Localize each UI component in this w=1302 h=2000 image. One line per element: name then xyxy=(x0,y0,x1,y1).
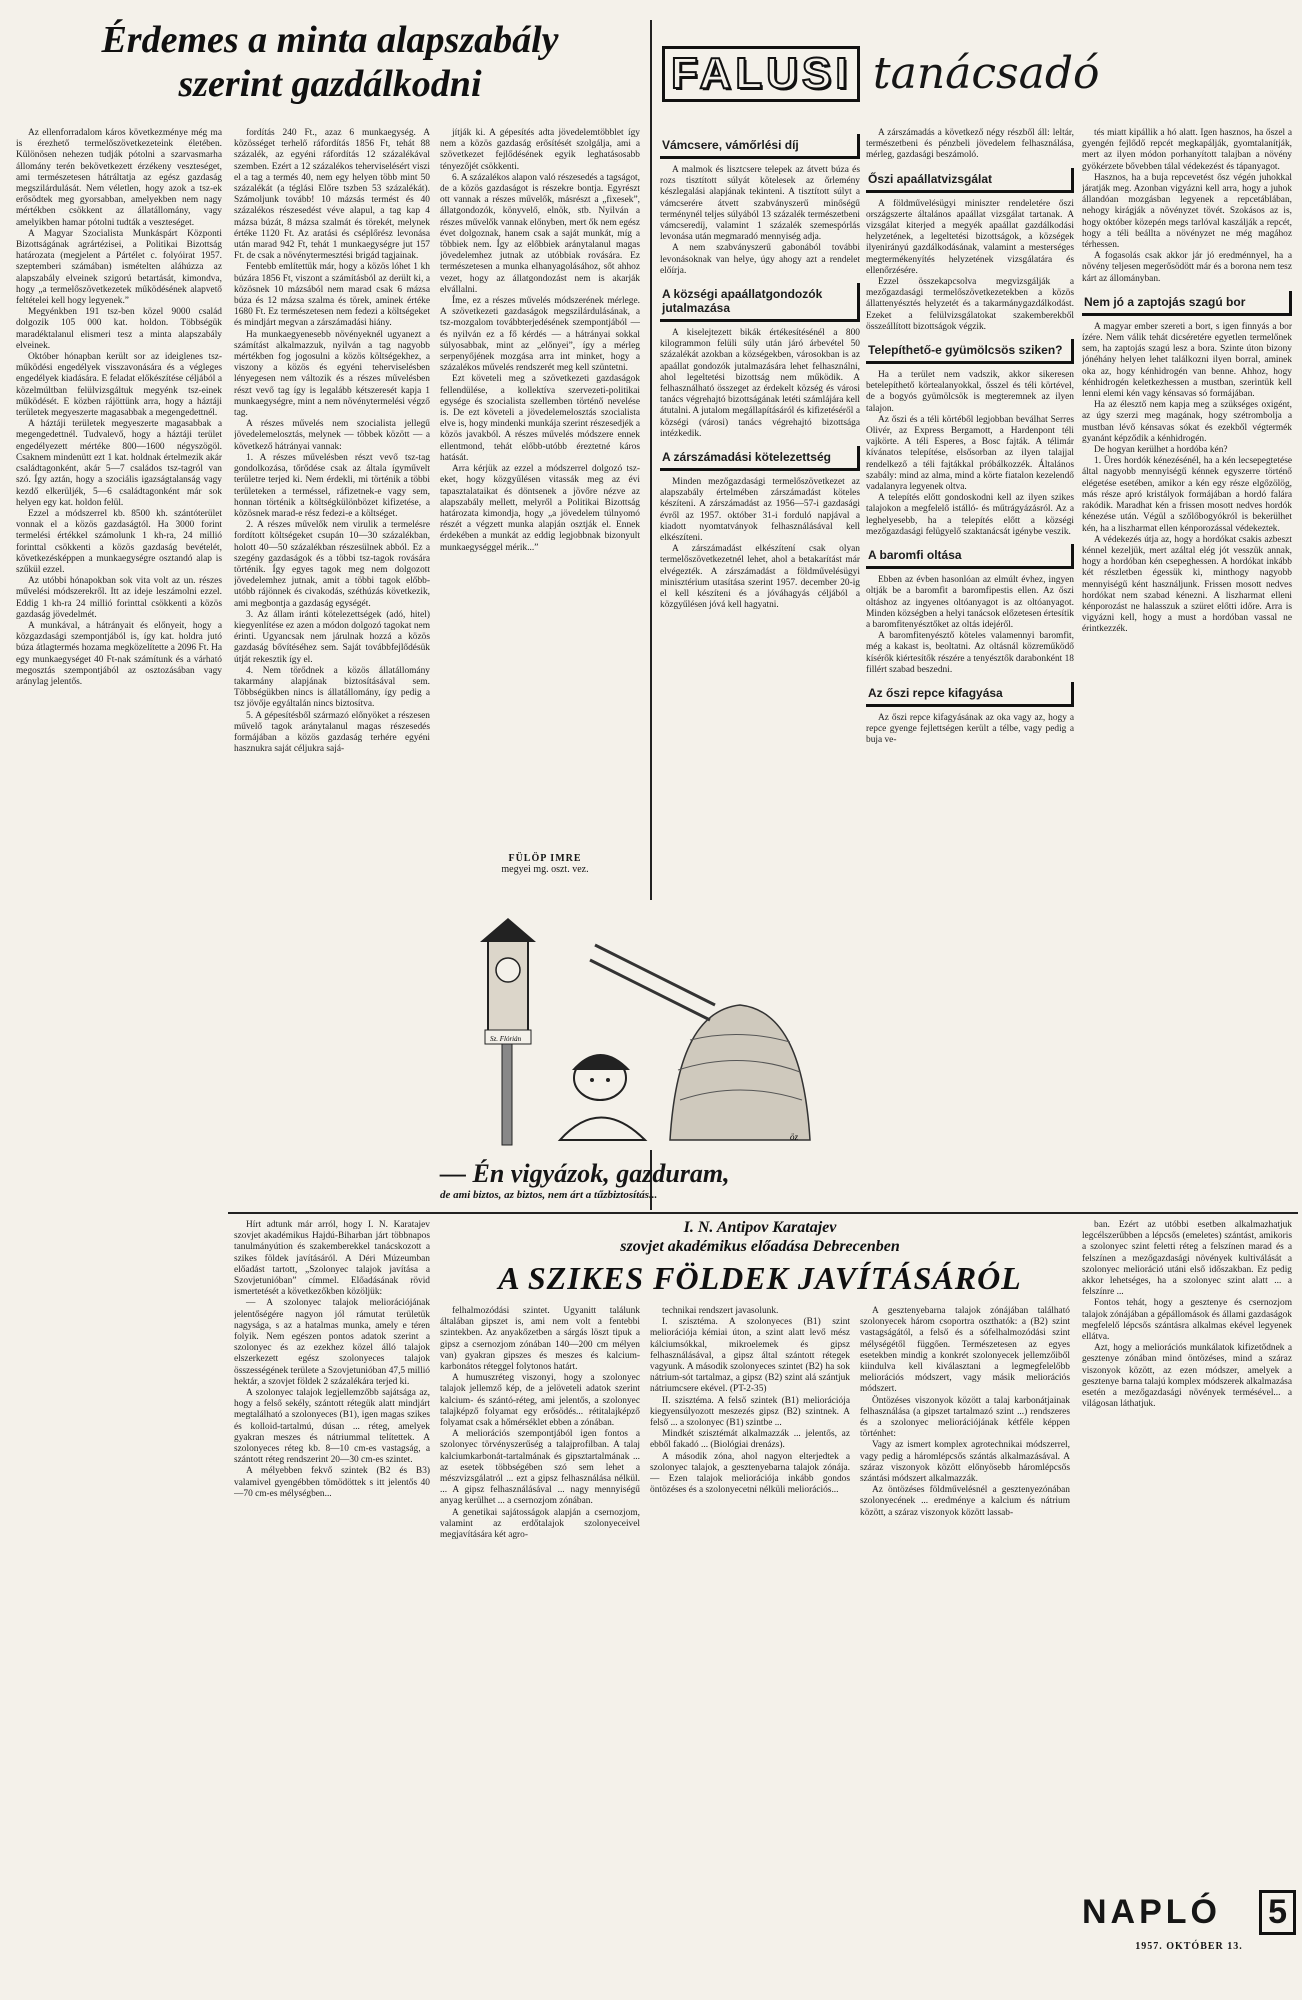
cartoon-caption-line1: — Én vigyázok, gazduram, xyxy=(440,1159,730,1188)
bottom-article-column-5 xyxy=(1082,1220,1292,1880)
paragraph: technikai rendszert javasolunk. xyxy=(662,1306,779,1316)
paragraph: Vagy az ismert komplex agrotechnikai módszerrel, vagy pedig a háromlépcsős szántás alkalmazásával. A száraz viszonyok között előnyösebb háromlépcsős szántási módszert alkalmazzák. xyxy=(860,1440,1070,1485)
bottom-article-column-3 xyxy=(650,1306,850,1990)
paragraph: 5. A gépesítésből származó előnyöket a részesen művelő tagok aránytalanul magas részesedés formájában a közös gazdaság terhére egyéni hasznukra saját céljukra sajá- xyxy=(234,710,430,755)
paragraph: A mélyebben fekvő szintek (B2 és B3) valamivel gyengébben tömödöttek s itt jelentős 40—70 cm-es mélységben... xyxy=(234,1466,430,1499)
masthead xyxy=(1082,1890,1296,1990)
paragraph: A humuszréteg viszonyi, hogy a szolonyec talajok jellemző kép, de a jelöveteli adatok szerint kalcium- és szántó-réteg, ami jelentős, a szolonyec talajképző folyamat egy erősödés... rétitalajképző folyamat csak a hőmérséklet ebben a zónában. xyxy=(440,1373,640,1429)
paragraph: A baromfitenyésztő köteles valamennyi baromfit, még a kakast is, beoltatni. Az oltásnál közreműködő kísérők kiértesítők részére a tenyésztők darabonként 18 fillért szabad beszedni. xyxy=(866,631,1074,675)
left-article-column-1 xyxy=(16,128,222,1988)
paragraph: Ezzel összekapcsolva megvizsgálják a mezőgazdasági termelőszövetkezetekben a közös állattenyésztés helyzetét és a takarmánygazdálkodást. Ezeket a felülvizsgálatokat szakemberekből összeállított bizottságok végzik. xyxy=(866,277,1074,332)
paragraph: A szolonyec talajok legjellemzőbb sajátsága az, hogy a felső sekély, szántott rétegük alatt mindjárt megtalálható a szolonyeces (B1), igen magas szikes és kolloid-tartalmú, dúsan ... réteg, amelyek gyakran meszes és nátriummal telítettek. A szolonyeces réteg kb. 8—10 cm-es vastagság, a szántott réteg rendszerint 20—30 cm-es szintet. xyxy=(234,1388,430,1466)
paragraph: 1. A részes művelésben részt vevő tsz-tag gondolkozása, tőrődése csak az általa ígyművelt területre terjed ki. Nem érdekli, mi történik a többi területeken a terméssel, ráfizetnek-e vagy sem, honnan történik a költségkülönbözet kifizetése, a közösnek marad-e rész fedezi-e a költséget. xyxy=(234,452,430,519)
bottom-article-kicker xyxy=(440,1218,1080,1256)
paragraph: A védekezés útja az, hogy a hordókat csakis azbeszt kénnel kezeljük, mert azáltal elég jót vesszük annak, hogy a hordóban kén csepeghessen. A hordókat inkább két részletben égessük ki, minthogy nagyobb mennyiségű ként használjunk. Frissen mosott nedves hordókat nem szabad kénezni. A liszharmat elleni kénporozást ne halasszuk a szüret előtti időre. Arra is vigyázni kell, hogy a must a hordóban vassal ne érintkezzék. xyxy=(1082,534,1292,635)
paragraph: Mindkét szisztémát alkalmazzák ... jelentős, az ebből fakadó ... (Biológiai drenázs). xyxy=(650,1429,850,1451)
paragraph: Az öntözéses földművelésnél a gesztenyezónában szolonyecének ... eredménye a kalcium és nátrium között, a száraz viszonyok között lassab- xyxy=(860,1485,1070,1518)
paragraph: A földművelésügyi miniszter rendeletére őszi országszerte általános apaállat vizsgálat tartanak. A vizsgálat kiterjed a megyék apaállat gazdálkodási helyzetének, a legeltetési bizottságok, a községek ilyenirányú gazdálkodásának, valamint a mesterséges megtermékenyítés helyzetének vizsgálatára és ellenőrzésére. xyxy=(866,198,1074,276)
section-heading: A baromfi oltása xyxy=(866,544,1074,569)
paragraph: felhalmozódási szintet. Ugyanitt találunk általában gipszet is, ami nem volt a fentebbi szintekben. Az anyakőzetben a sárgás löszt tipuk a gipsz a csernozjom zónában 140—200 cm mélyen van) gyakran gipszes és meszes és kalcium-karbonátos réteggel folytonos határt. xyxy=(440,1306,640,1373)
paragraph: Az őszi repce kifagyásának az oka vagy az, hogy a repce gyenge fejlettségen került a télbe, vagy pedig a buja ve- xyxy=(866,712,1074,746)
paragraph: 1. Üres hordók kénezésénél, ha a kén lecsepegtetése által nagyobb mennyiségű kénnek egyszerre történő elégetése esetében, amikor a kén egy része elgőzölög, más része apró kristályok formájában a hordó falára rakódik. Maradhat kén a frissen mosott nedves hordók kénezése után. Végül a szőlőbogyókról is bekerülhet kén, ha a liszharmat ellen kénporozással védekeztek. xyxy=(1082,456,1292,534)
signature-title: megyei mg. oszt. vez. xyxy=(501,864,589,875)
bottom-article-column-4 xyxy=(860,1306,1070,1990)
advisor-column-2 xyxy=(866,128,1074,1208)
cartoon-illustration xyxy=(440,900,820,1150)
paragraph: A kiselejtezett bikák értékesítésénél a 800 kilogrammon felüli súly után járó árbevétel 50 százalékát azokban a községekben, városokban is az apaállat gondozók jutalmazására lehet felhasználni, ahol legeltetési bizottság nem működik. A felhasználható összeget az érdekelt község és városi tanács végrehajtó bizottságának letéti számlájára kell átutalni. A jutalom megállapításáról és kifizetéséről a községi (városi) tanács végrehajtó bizottsága intézkedik. xyxy=(660,328,860,439)
paragraph: A nem szabványszerű gabonából további levonásoknak van helye, úgy ahogy azt a rendelet előírja. xyxy=(660,243,860,276)
paragraph: A zárszámadást elkészítení csak olyan termelőszövetkezetnél lehet, ahol a betakarítást már elvégezték. A zárszámadást a földművelésügyi minisztérium utasítása szerint 1957. december 20-ig el kell készíteni és a jóváhagyás céljából a közgyűlésen jóvá kell hagyatni. xyxy=(660,544,860,611)
issue-date: 1957. OKTÓBER 13. xyxy=(1135,1941,1243,1952)
section-heading: Nem jó a zaptojás szagú bor xyxy=(1082,291,1292,316)
advisor-column-1 xyxy=(660,128,860,888)
page-number: 5 xyxy=(1259,1890,1296,1935)
paragraph: ban. Ezért az utóbbi esetben alkalmazhatjuk legcélszerűbben a lépcsős (emeletes) szántást, amikoris a szolonyec szint feletti réteg a felszínen marad és a felszínen a mezőgazdasági növények kultiválását a szolonyec melioráció utáni első időszakban. Ez pedig akkor lehetséges, ha a szolonyec szint alatt ... a felszínre ... xyxy=(1082,1220,1292,1298)
paragraph: A meliorációs szempontjából igen fontos a szolonyec törvényszerűség a talajprofilban. A talaj kalciumkarbonát-tartalmának és gipsztartalmának ... az esetek többségében szó sem lehet a mészvizsgálatról ... ezt a gipsz felhasználása nélkül. ... A gipsz felhasználásával ... nagy mennyiségű anyag kerülhet ... a csernozjom zónában. xyxy=(440,1429,640,1507)
paragraph: Október hónapban került sor az ideiglenes tsz-működési engedélyek visszavonására és a végleges engedélyek kiadására. E feladat előkészítése céljából a közelmúltban felülvizsgáltuk megyénk tsz-einek működését. E közben rájöttünk arra, hogy a háztáji területek megyeszerte magasabbak a megengedettnél. xyxy=(16,352,222,419)
advisor-logo-script: tanácsadó xyxy=(872,48,1100,99)
section-heading: Az őszi repce kifagyása xyxy=(866,682,1074,707)
paragraph: Öntözéses viszonyok között a talaj karbonátjainak felhasználása (a gipszet tartalmazó szint ...) rendszeres és a szolonyec meliorációjának kétféle képpen történhet: xyxy=(860,1395,1070,1440)
cartoon-artist: öz xyxy=(790,1132,799,1142)
paragraph: Arra kérjük az ezzel a módszerrel dolgozó tsz-eket, hogy közgyűlésen vitassák meg az évi tapasztalataikat és döntsenek a jövőre nézve az alapszabály mellett, melyről a Politikai Bizottság határozata kimondja, hogy „a jövedelem túlnyomó részét a végzett munka alapján osztják el. Ennek érdekében a munkát az eddig legjobbnak bizonyult munkaegységgel mérik...” xyxy=(440,464,640,553)
section-divider xyxy=(228,1212,1298,1214)
paragraph: Hírt adtunk már arról, hogy I. N. Karatajev szovjet akadémikus Hajdú-Biharban járt többnapos tanulmányútion és szakemberekkel tanácskozott a szikes földek javításáról. A Déri Múzeumban előadást tartott, „Szolonyec talajok javítása a Szovjetunióban” címmel. Előadásának rövid ismertetését a következőkben közöljük: xyxy=(234,1220,430,1298)
paragraph: A zárszámadás a következő négy részből áll: leltár, természetbeni és pénzbeli jövedelem felhasználása, mérleg, gazdasági beszámoló. xyxy=(866,128,1074,161)
paragraph: Ha az élesztő nem kapja meg a szükséges oxigént, az úgy szerzi meg magának, hogy szétrombolja a mustban lévő kénsavas sókat és ezekből végtermék gyanánt képződik a kénhidrogén. xyxy=(1082,400,1292,444)
paragraph: Ha munkaegyenesebb növényeknél ugyanezt a számítást alkalmazzuk, nyilván a tag nagyobb mértékben fog jogosulni a közös költségekhez, a viszony a közös és egyéni teherviselésben lényegesen nem változik és a részes művelésben részt vevő tag így is legalább kétszeresét kapja 1 munkaegységre, mint a nem növénytermelési végző tag. xyxy=(234,329,430,419)
advisor-column-3 xyxy=(1082,128,1292,1208)
left-article-title-line2: szerint gazdálkodni xyxy=(178,63,482,105)
paragraph: 6. A százalékos alapon való részesedés a tagságot, de a közös gazdaságot is részekre bontja. Egyrészt ott vannak a részes művelők, másrészt a „fixesek”, állatgondozók, könyvelő, elnök, stb. Nyilván a részes művelők vannak előnyben, mert ők nem egész évet dolgoznak, hanem csak a saját munkát, míg a többiek nem. Így az előbbiek aránytalanul magas jövedelemhez jutnak az utóbbiak rovására. Ez természetesen a munka elhanyagolásához, sőt ahhoz vezet, hogy az állatgondozást nem is akarják elvállalni. xyxy=(440,172,640,295)
paragraph: Ebben az évben hasonlóan az elmúlt évhez, ingyen oltják be a baromfit a baromfipestis ellen. Az őszi oltáshoz az ingyenes oltóanyagot is az oltóanyagot. Minden községben a helyi tanácsok előzetesen értesítik a baromfitenyésztőket az oltás idejéről. xyxy=(866,575,1074,630)
paragraph: A második zóna, ahol nagyon elterjedtek a szolonyec talajok, a gesztenyebarna talajok zónája. — Ezen talajok meliorációja inkább gondos öntözéses és a szolonyecetni nélküli meliorációs... xyxy=(650,1451,850,1496)
paragraph: A munkával, a hátrányait és előnyeit, hogy a közgazdasági szempontjából is, így kat. holdra jutó búza átlagtermés hozama megközelítette a 2096 Ft. Ha egy munkaegységet 40 Ft-nak számítunk és a várható megosztás szempontjából az osztozásában vagy aránylag jelentős. xyxy=(16,620,222,687)
paragraph: tés miatt kipállik a hó alatt. Igen hasznos, ha őszel a gyengén fejlődő repcét megkapálják, gyomtalanítják, mert az ilyen módon porhanyított talajban a növény gyökérzete bővebben tálal védekezést és tápanyagot. xyxy=(1082,128,1292,172)
paragraph: A gesztenyebarna talajok zónájában található szolonyecek három csoportra oszthatók: a (B2) szint vastagságától, a felső és a sófelhalmozódási szint mélységétől függően. Természetesen az egyes esetekben mindig a konkrét szolonyecek jellemzőiből kiindulva kell kiválasztani a legmegfelelőbb meliorációs módszert, vagy másik meliorációs módszert. xyxy=(860,1306,1070,1395)
bottom-article-kicker-line2: szovjet akadémikus előadása Debrecenben xyxy=(620,1238,900,1255)
paragraph: 4. Nem törődnek a közös állatállomány takarmány alapjának biztosításával sem. Többségükben nincs is állatállomány, így pedig a tsz jövője egyáltalán nincs biztosítva. xyxy=(234,665,430,710)
paragraph: Az utóbbi hónapokban sok vita volt az un. részes művelési módszerekről. Itt az ideje leszámolni ezzel. Eddig 1 kh-ra 24 millió forinttal csökkenti a közös gazdaság jövedelmét. xyxy=(16,576,222,620)
cartoon-caption-line2: de ami biztos, az biztos, nem árt a tűzbiztosítás... xyxy=(440,1189,658,1201)
paragraph: Az ellenforradalom káros következménye még ma is érezhető termelőszövetkezeteink életében. Különösen nehezen tudják pótolni a szarvasmarha állomány terén bekövetkezett érzékeny veszteséget, ami természetesen hátráltatja az egész gazdaság megszilárdulását. Nem véletlen, hogy azok a tsz-ek erősödtek meg gyorsabban, amelyekben nem nagy mértékben csökkent az állatállomány, vagy amelyikben hamar pótolni tudták a veszteséget. xyxy=(16,128,222,228)
paragraph: De hogyan kerülhet a hordóba kén? xyxy=(1094,445,1228,456)
paragraph: — A szolonyec talajok meliorációjának jelentőségére nagyon jól rámutat területük nagysága, s az a hatalmas munka, amely e téren folyik. Nem egészen pontos adatok szerint a szolonyec és az ezekhez közel álló talajok elszerkezett egész szolonyeces talajok összességének területe a Szovjetunióban 47,5 millió hektár, a szovjet földek 2 százalékára terjed ki. xyxy=(234,1298,430,1387)
advisor-logo-word: FALUSI xyxy=(662,46,860,102)
section-heading: Telepíthető-e gyümölcsös sziken? xyxy=(866,339,1074,364)
paragraph: Ezt követeli meg a szövetkezeti gazdaságok fellendülése, a kollektíva szervezeti-politikai egysége és szocialista szellemben történő nevelése is. De ezt követeli a jövedelemelosztás szocialista elve is, hogy mindenki munkája szerint részesedjék a közös javakból. A részes művelés módszere ennek ellentmond, tehát előbb-utóbb éreztetné káros hatását. xyxy=(440,374,640,463)
paragraph: A fogasolás csak akkor jár jó eredménnyel, ha a növény teljesen megerősödött már és a borona nem tesz kárt az állományban. xyxy=(1082,251,1292,284)
article-signature xyxy=(460,853,630,875)
paragraph: Megyénkben 191 tsz-ben közel 9000 család dolgozik 105 000 kat. holdon. Többségük maradéktalanul elismeri tesz a minta alapszabály elveinek. xyxy=(16,307,222,351)
paragraph: A telepítés előtt gondoskodni kell az ilyen szikes talajokon a megfelelő istálló- és műtrágyázásról. Az a leghelyesebb, ha a telepítés előtt a községi mezőgazdasági felügyelő szaktanácsát igénybe veszik. xyxy=(866,493,1074,537)
paragraph: A Magyar Szocialista Munkáspárt Központi Bizottságának agrártézisei, a Politikai Bizottság határozata (megjelent a Pártélet c. folyóirat 1957. szeptemberi számában) ismételten aláhúzza az alapszabály elveinek szigorú betartását, kimondva, hogy „a termelőszövetkezetek működésének alapvető feltételei kell hogy legyenek.” xyxy=(16,228,222,307)
paragraph: I. szisztéma. A szolonyeces (B1) szint meliorációja kémiai úton, a szint alatt levő mész kálciumsókkal, mikroelemek és gipsz felhasználásával, a gipsz által szántott rétegek vagyunk. A második szolonyeces szintet (B2) ha sok nátrium-sót tartalmaz, a gipsz (B2) szint alá szántjuk nátriumcsere ekével. (PT-2-35) xyxy=(650,1317,850,1395)
paragraph: II. szisztéma. A felső szintek (B1) meliorációja kiegyensúlyozott meszezés gipsz (B2) szintnek. A felső ... a szolonyec (B1) szintbe ... xyxy=(650,1395,850,1429)
section-heading: A zárszámadási kötelezettség xyxy=(660,446,860,471)
paragraph: Az őszi és a téli körtéből legjobban beválhat Serres Olivér, az Express Bergamott, a Hardenpont téli vajkörte. A téli Esperes, a Bosc fajták. A télimár kívánatos telepítése, elsősorban az ilyen talajjal rendelkező a téli fajtákkal próbálkozzék. Általános szabály: mind az alma, mind a körte fiatalon kezelendő vadalanyra legyenek oltva. xyxy=(866,414,1074,493)
paragraph: Ezzel a módszerrel kb. 8500 kh. szántóterület vonnak el a közös gazdaságtól. Ha 3000 forint termelési értékkel számolunk 1 kh-ra, 24 millió forinttal csökkenti a közös gazdaság bevételét, következésképpen a munkaegységre osztandó alap is szűkül ezzel. xyxy=(16,508,222,575)
paragraph: jítják ki. A gépesítés adta jövedelemtöbblet így nem a közös gazdaság erősítését szolgálja, ami a szövetkezet fejlődésének egyik leghatásosabb tényezőjét csökkenti. xyxy=(440,128,640,172)
paragraph: 2. A részes művelők nem virulik a termelésre fordított költségeket csupán 10—30 százalékban, holott 40—50 százalékban részesülnek abból. Ez a szegény gazdaságok és a többi tsz-tagok rovására történik. Így egyes tagok meg nem dolgozott jövedelemhez jutnak, amit a többi tagok előbb-utóbb rájönnek és civakodás, széthúzás következik, ami megbontja a gazdaság egységét. xyxy=(234,520,430,609)
paragraph: Fentebb említettük már, hogy a közös lóhet 1 kh búzára 1856 Ft, viszont a számításból az derült ki, a közösnek 10 mázsából nem marad csak 6 mázsa búza és 12 mázsa szalma és törek, aminek értéke 1680 Ft. Ez természetesen nem fedezi a költségeket és mindjárt megvan a zárszámadási hiány. xyxy=(234,262,430,329)
paragraph: 3. Az állam iránti kötelezettségek (adó, hitel) kiegyenlítése ez azen a módon dolgozó tagokat nem érinti. Ugyancsak nem járulnak hozzá a közös gazdaság bővítéséhez sem. Saját továbbfejlődésük útját rekesztik így el. xyxy=(234,609,430,665)
paragraph: Azt, hogy a meliorációs munkálatok kifizetődnek a gesztenye zónában mind öntözéses, mind a száraz viszonyok között, az ezen módszer, amelyek a gesztenye barna talajú komplex módszerek alkalmazása esetén a mezőgazdasági növények termésével... a világosan láthatjuk. xyxy=(1082,1343,1292,1410)
paragraph: Fontos tehát, hogy a gesztenye és csernozjom talajok zónájában a gépállomások és állami gazdaságok megfelelő lépcsős szántásra alkalmas ekével legyenek ellátva. xyxy=(1082,1298,1292,1343)
section-heading: Őszi apaállatvizsgálat xyxy=(866,168,1074,193)
left-article-title xyxy=(20,18,640,106)
left-article-column-2 xyxy=(234,128,430,1198)
paragraph: A genetikai sajátosságok alapján a csernozjom, valamint az erdőtalajok szolonyeceivel megjavítására két agro- xyxy=(440,1507,640,1541)
paragraph: Hasznos, ha a buja repcevetést ősz végén juhokkal járatják meg. Azonban vigyázni kell arra, hogy a juhok állandóan mozgásban legyenek a repcetáblában, nehogy kirágják a növényzet tövét. Szokásos az is, hogy október közepén megs tarlóval kaszálják a repcét, hogy a téli beállta a növényzet ne még magához térhessen. xyxy=(1082,172,1292,251)
paragraph: A részes művelés nem szocialista jellegű jövedelemelosztás, melynek — többek között — a következő hátrányai vannak: xyxy=(234,419,430,452)
bottom-article-kicker-line1: I. N. Antipov Karatajev xyxy=(683,1219,837,1236)
cartoon xyxy=(440,900,820,1210)
paragraph: fordítás 240 Ft., azaz 6 munkaegység. A közösséget terhelő ráfordítás 1856 Ft, tehát 88 százalék, az egyéni ráfordítás 12 százalékával szemben. Ezért a 12 százalékos teherviselésért viszi el a tag a termés 40, nem egy helyen több mint 50 százalékát (a téglási Előre tszben 53 százalékát). Számoljunk tovább! 10 mázsás termést és 40 százalékos részesedést véve alapul, a tag kap 4 mázsa búzát, 8 mázsa szalmát és törekét, melynek értéke 1120 Ft. Az aratási és cséplőrész levonása után marad 942 Ft, tehát 1 munkaegységre jut 157 Ft. de csak a növénytermesztési brigád tagjainak. xyxy=(234,128,430,262)
left-article-title-line1: Érdemes a minta alapszabály xyxy=(101,19,559,61)
paragraph: Íme, ez a részes művelés módszerének mérlege. A szövetkezeti gazdaságok megszilárdulásának, a tsz-mozgalom továbbterjedésének szempontjából — és nyilván ez a fő kérdés — a hátrányai sokkal súlyosabbak, mint az „előnyei”, így a mérleg serpenyőjének mozgása arra int minket, hogy a százalékos művelés rendszerét meg kell szüntetni. xyxy=(440,296,640,374)
paragraph: Minden mezőgazdasági termelőszövetkezet az alapszabály értelmében zárszámadást köteles készíteni. A zárszámadást az 1956—57-i gazdasági évről az 1957. október 31-i forduló napjával a kiadott nyomtatványok felhasználásával kell elkészíteni. xyxy=(660,477,860,544)
left-article-column-3 xyxy=(440,128,640,848)
paragraph: A magyar ember szereti a bort, s igen finnyás a bor ízére. Nem válik tehát dicséretére egyetlen termelőnek sem, ha zaptojás szagú lesz a bora. Szinte úton bizony jónéhány helyen lehet találkozni ilyen borral, aminek oka az, hogy kénhidrogén van benne. Ahhoz, hogy kénhidrogén keletkezhessen a mustban, szerintük kell lenni elemi kén vagy kénsavas só formájában. xyxy=(1082,321,1292,400)
paragraph: A malmok és lisztcsere telepek az átvett búza és rozs tisztított súlyát kötelesek az őrlemény készlegalási alapjának tekinteni. A tisztított súlyt a vámcserére átvett szabványszerű minőségű terménynél teljes súlyából 13 százalék természetbeni vámcseredíj, valamint 1 százalék szemespórlás levonása után megmaradó mennyiség adja. xyxy=(660,165,860,243)
advisor-logo xyxy=(662,46,1292,116)
paragraph: Ha a terület nem vadszik, akkor sikeresen betelepíthető körtealanyokkal, ősszel és téli körtével, de a bogyós gyümölcsök is megteremnek az ilyen talajon. xyxy=(866,370,1074,414)
paragraph: A háztáji területek megyeszerte magasabbak a megengedettnél. Tudvalevő, hogy a háztáji terület engedélyezett mértéke 800—1600 négyszögöl. Csaknem mindenütt ezt 1 kat. holdnak értelmezik akár családtagonként, akár 5—7 családos tsz-tagról van szó. Így aztán, hogy a szociális igazságtalanság vagy kezdő elkerüljék, 5—6 családtagonként már sok helyen egy kat. holdon felül. xyxy=(16,419,222,508)
section-heading: A községi apaállatgondozók jutalmazása xyxy=(660,283,860,322)
bottom-article-column-2 xyxy=(440,1306,640,1990)
cartoon-sign-text: Sz. Flórián xyxy=(490,1035,522,1043)
masthead-title: NAPLÓ xyxy=(1082,1893,1221,1931)
bottom-article-column-1 xyxy=(234,1220,430,1990)
bottom-article-title: A SZIKES FÖLDEK JAVÍTÁSÁRÓL xyxy=(498,1260,1022,1296)
section-heading: Vámcsere, vámőrlési díj xyxy=(660,134,860,159)
signature-name: FÜLÖP IMRE xyxy=(508,853,582,864)
